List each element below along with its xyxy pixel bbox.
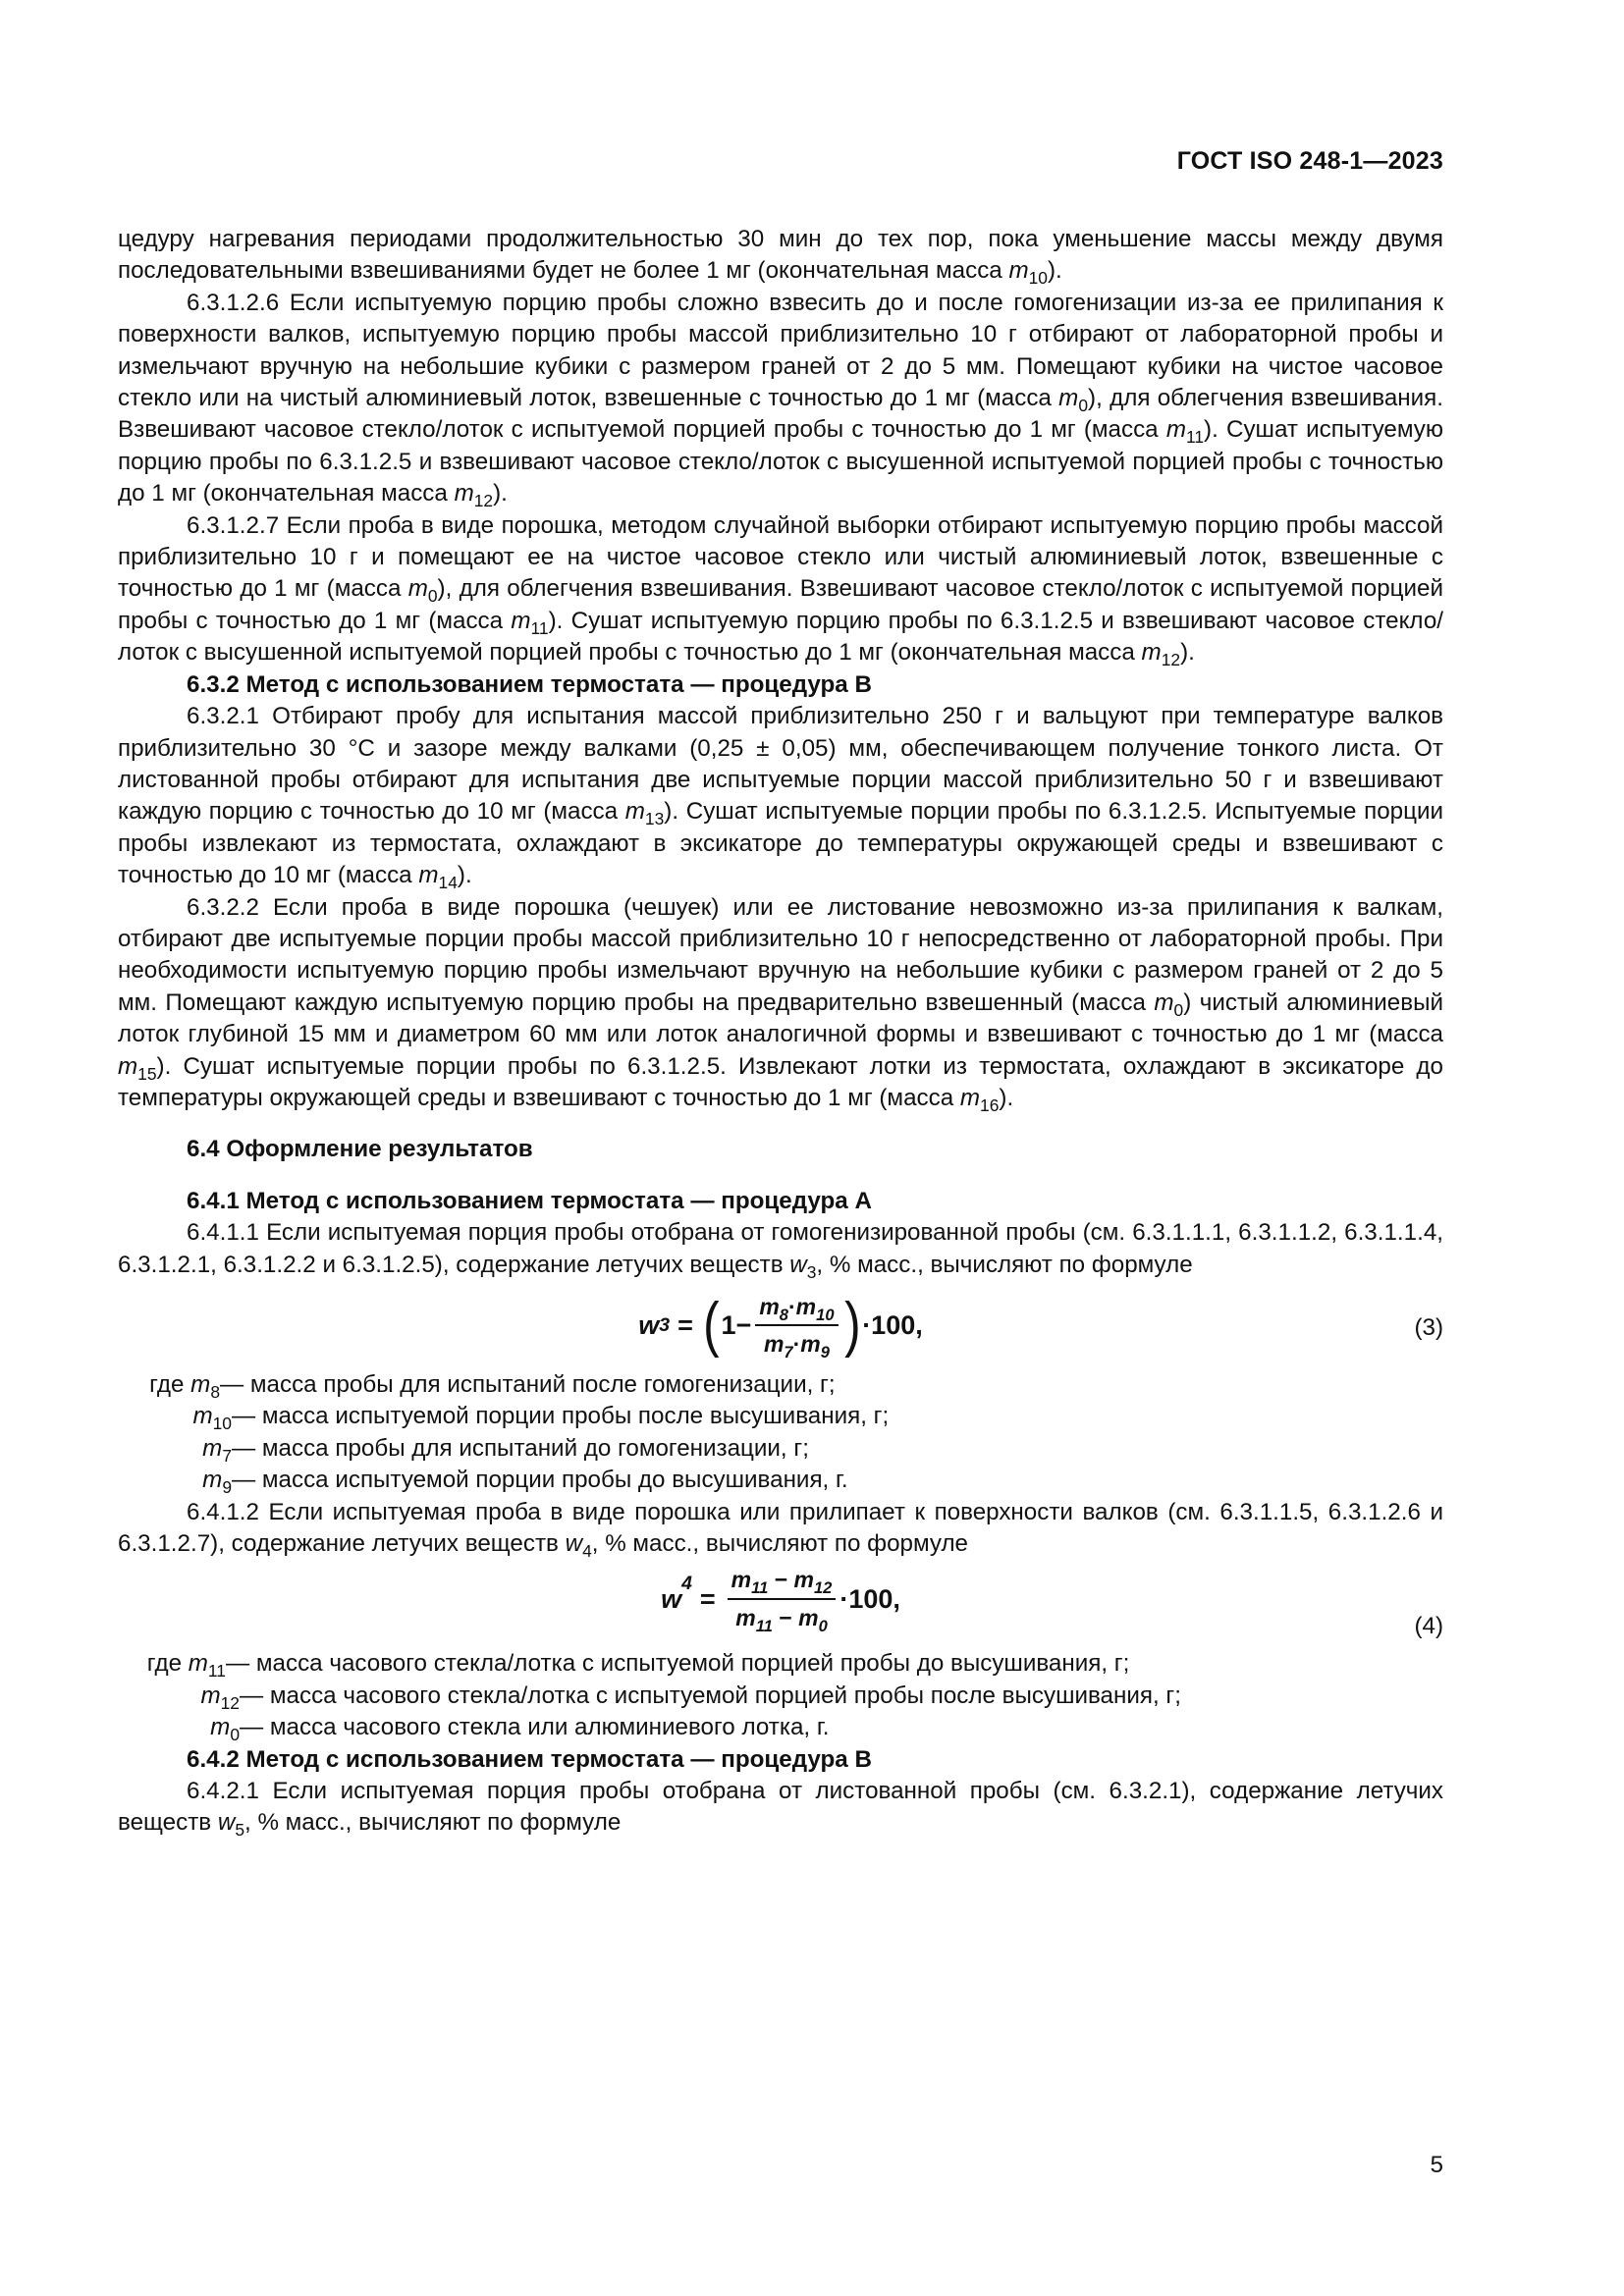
- paragraph-6-3-2-1: 6.3.2.1 Отбирают пробу для испытания массой приблизительно 250 г и вальцуют при температуре валков приблизительно 30 °С и зазоре между валками (0,25 ± 0,05) мм, обеспечивающем получение тонкого листа. От листованной пробы отбирают для испытания две испытуемые порции массой приблизительно 50 г и взвешивают каждую порцию с точностью до 10 мг (масса $m_{13}$). Сушат испытуемые порции пробы по 6.3.1.2.5. Испытуемые порции пробы извлекают из термостата, охлаждают в эксикаторе до температуры окружающей среды и взвешивают с точностью до 10 мг (масса $m_{14}$).: [118, 703, 1443, 893]
- formula-3: w 3 = ( 1 − $\frac{m_8\cdot m_{10}}{m_7\cdot m_9}$ ) ·100, (3): [638, 1291, 1443, 1362]
- paragraph-6-3-2-2: 6.3.2.2 Если проба в виде порошка (чешуек) или ее листование невозможно из-за прилипания к валкам, отбирают две испытуемые порции пробы массой приблизительно 10 г непосредственно от лабораторной пробы. При необходимости испытуемую порцию пробы измельчают вручную на небольшие кубики с размером граней от 2 до 5 мм. Помещают каждую испытуемую порцию пробы на предварительно взвешенный (масса $m_0$) чистый алюминиевый лоток глубиной 15 мм и диаметром 60 мм или лоток аналогичной формы и взвешивают с точностью до 1 мг (масса $m_{15}$). Сушат испытуемые порции пробы по 6.3.1.2.5. Извлекают лотки из термостата, охлаждают в эксикаторе до температуры окружающей среды и взвешивают с точностью до 1 мг (масса $m_{16}$).: [118, 893, 1443, 1116]
- heading-6-4: 6.4 Оформление результатов: [187, 1136, 533, 1163]
- heading-6-4-1: 6.4.1 Метод с использованием термостата — процедура А: [187, 1187, 872, 1214]
- paragraph-6-4-1-1: 6.4.1.1 Если испытуемая порция пробы отобрана от гомогенизированной пробы (см. 6.3.1.1.1, 6.3.1.1.2, 6.3.1.1.4, 6.3.1.2.1, 6.3.1.2.2 и 6.3.1.2.5), содержание летучих веществ $w_3$, % масс., вычисляют по формуле: [118, 1219, 1443, 1282]
- where-list-2: [118, 1648, 1443, 1743]
- page-number: 5: [1430, 2152, 1443, 2178]
- where-item: $m_{10}$ — масса испытуемой порции пробы после высушивания, г;: [192, 1403, 890, 1434]
- paragraph-6-3-1-2-6: 6.3.1.2.6 Если испытуемую порцию пробы сложно взвесить до и после гомогенизации из-за ее прилипания к поверхности валков, испытуемую порцию пробы массой приблизительно 10 г отбирают от лабораторной пробы и измельчают вручную на небольшие кубики с размером граней от 2 до 5 мм. Помещают кубики на чистое часовое стекло или на чистый алюминиевый лоток, взвешенные с точностью до 1 мг (масса $m_0$), для облегчения взвешивания. Взвешивают часовое стекло/лоток с испытуемой порцией пробы с точностью до 1 мг (масса $m_{11}$). Сушат испытуемую порцию пробы по 6.3.1.2.5 и взвешивают часовое стекло/лоток с высушенной испытуемой порцией пробы с точностью до 1 мг (окончательная масса $m_{12}$).: [118, 289, 1443, 511]
- paragraph-6-4-2-1: 6.4.2.1 Если испытуемая порция пробы отобрана от листованной пробы (см. 6.3.2.1), содержание летучих веществ $w_5$, % масс., вычисляют по формуле: [118, 1778, 1443, 1841]
- where-list-1: [118, 1369, 1443, 1497]
- where-item: $m_{12}$ — масса часового стекла/лотка с испытуемой порцией пробы после высушивания, г;: [200, 1682, 1181, 1713]
- where-item: где $m_{11}$ — масса часового стекла/лотка с испытуемой порцией пробы до высушивания, г;: [146, 1650, 1130, 1682]
- formula-4: w 4 = $\frac{m_{11} - m_{12}}{m_{11} - m_0}$ ·100, (4): [118, 1560, 1443, 1648]
- document-code: ГОСТ ISO 248-1—2023: [1176, 147, 1443, 175]
- fraction: $\frac{m_{11} - m_{12}}{m_{11} - m_0}$: [728, 1564, 837, 1633]
- paragraph-6-3-1-2-7: 6.3.1.2.7 Если проба в виде порошка, методом случайной выборки отбирают испытуемую порцию пробы массой приблизительно 10 г и помещают ее на чистое часовое стекло или чистый алюминиевый лоток, взвешенные с точностью до 1 мг (масса $m_0$), для облегчения взвешивания. Взвешивают часовое стекло/лоток с испытуемой порцией пробы с точностью до 1 мг (масса $m_{11}$). Сушат испытуемую порцию пробы по 6.3.1.2.5 и взвешивают часовое стекло/лоток с высушенной испытуемой порцией пробы с точностью до 1 мг (окончательная масса $m_{12}$).: [118, 511, 1443, 670]
- equation-number: (3): [1414, 1314, 1443, 1341]
- where-item: $m_0$ — масса часового стекла или алюминиевого лотка, г.: [210, 1714, 830, 1745]
- where-item: $m_7$ — масса пробы для испытаний до гомогенизации, г;: [202, 1434, 809, 1466]
- equation-number: (4): [1414, 1613, 1443, 1640]
- document-body: [118, 224, 1443, 1840]
- paragraph: цедуру нагревания периодами продолжительностью 30 мин до тех пор, пока уменьшение массы между двумя последовательными взвешиваниями будет не более 1 мг (окончательная масса $m_{10}$).: [118, 226, 1443, 289]
- where-item: где $m_8$ — масса пробы для испытаний после гомогенизации, г;: [149, 1371, 836, 1403]
- heading-6-3-2: 6.3.2 Метод с использованием термостата — процедура В: [187, 670, 872, 698]
- fraction: $\frac{m_8\cdot m_{10}}{m_7\cdot m_9}$: [755, 1291, 838, 1361]
- heading-6-4-2: 6.4.2 Метод с использованием термостата — процедура В: [187, 1745, 872, 1773]
- where-item: $m_9$ — масса испытуемой порции пробы до высушивания, г.: [202, 1467, 848, 1498]
- paragraph-6-4-1-2: 6.4.1.2 Если испытуемая проба в виде порошка или прилипает к поверхности валков (см. 6.3.1.1.5, 6.3.1.2.6 и 6.3.1.2.7), содержание летучих веществ $w_4$, % масс., вычисляют по формуле: [118, 1498, 1443, 1562]
